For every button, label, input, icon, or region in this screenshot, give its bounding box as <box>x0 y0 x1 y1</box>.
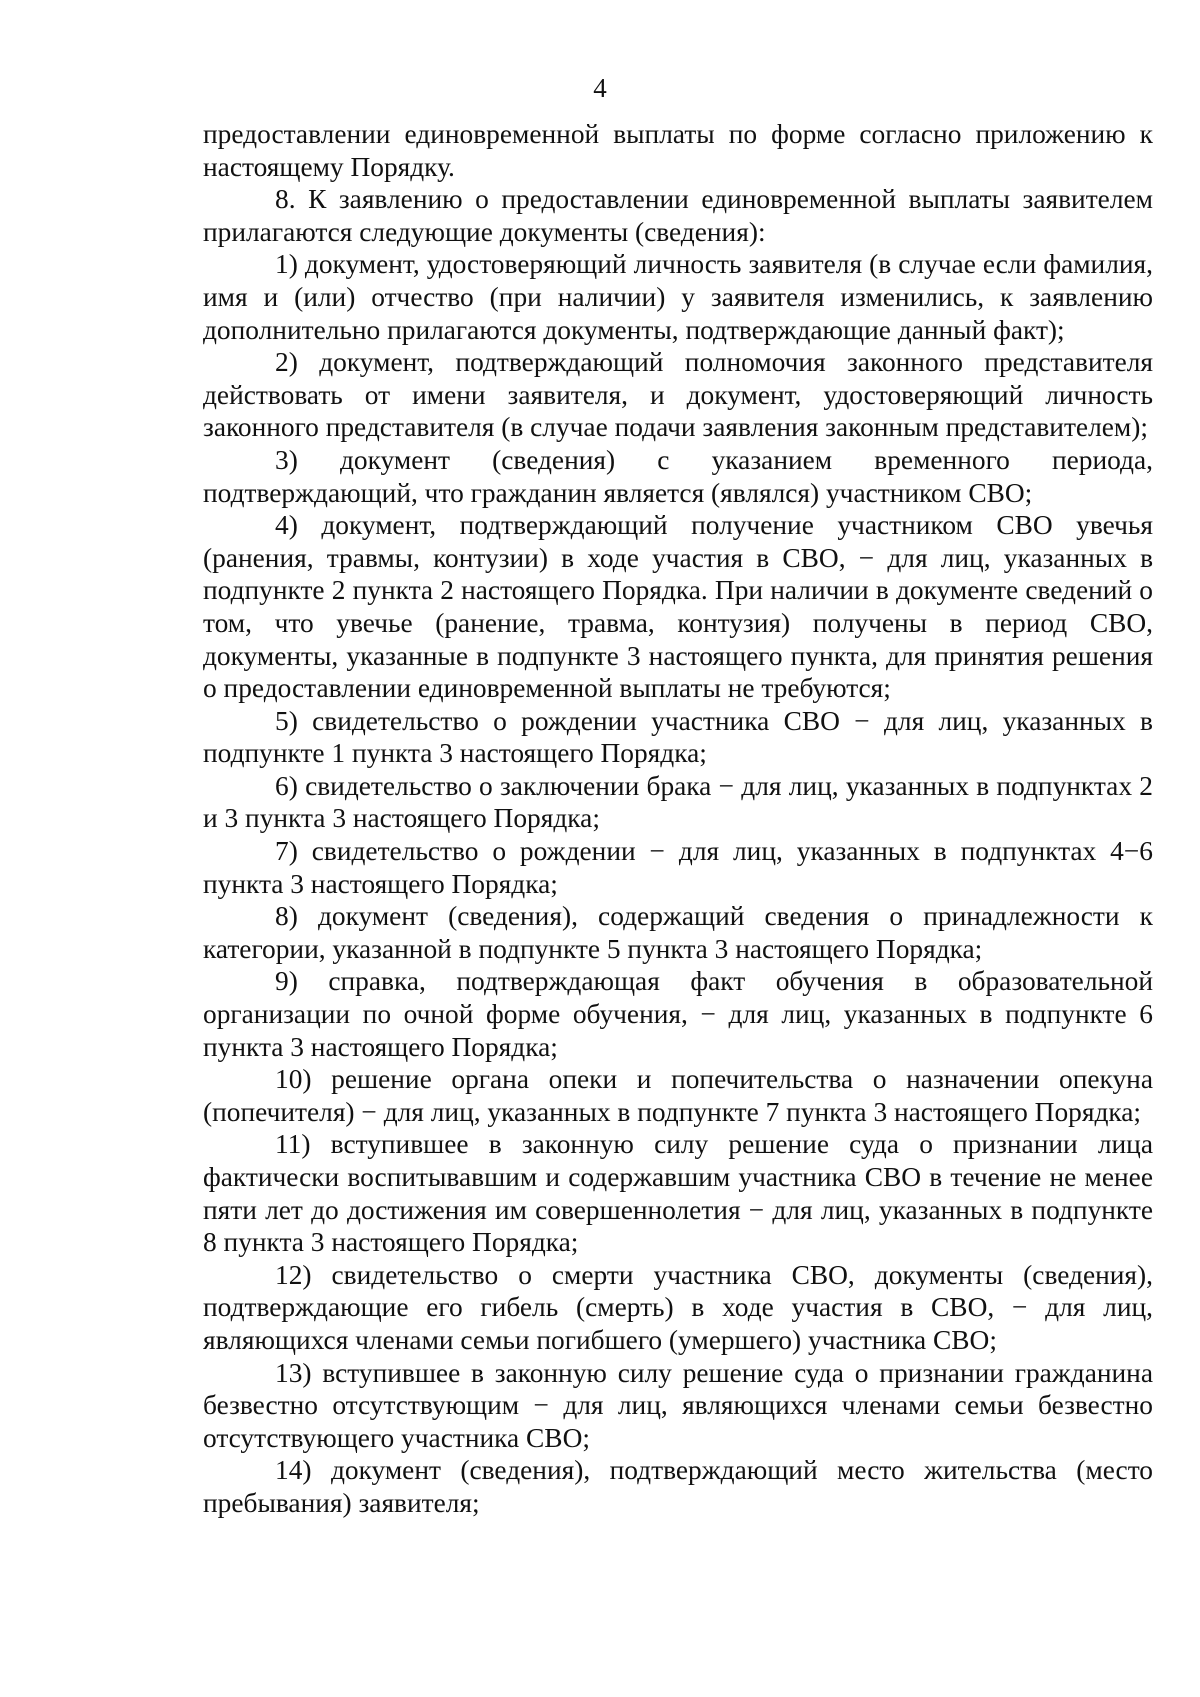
list-item-7: 7) свидетельство о рождении − для лиц, указанных в подпунктах 4−6 пункта 3 настоящего Порядка; <box>203 836 1153 899</box>
list-item-11: 11) вступившее в законную силу решение суда о признании лица фактически воспитывавшим и содержавшим участника СВО в течение не менее пяти лет до достижения им совершеннолетия − для лиц, указанных в подпункте 8 пункта 3 настоящего Порядка; <box>203 1129 1153 1258</box>
list-item-4: 4) документ, подтверждающий получение участником СВО увечья (ранения, травмы, контузии) в ходе участия в СВО, − для лиц, указанных в подпункте 2 пункта 2 настоящего Порядка. При наличии в документе сведений о том, что увечье (ранение, травма, контузия) получены в период СВО, документы, указанные в подпункте 3 настоящего пункта, для принятия решения о предоставлении единовременной выплаты не требуются; <box>203 510 1153 704</box>
list-item-12: 12) свидетельство о смерти участника СВО, документы (сведения), подтверждающие его гибель (смерть) в ходе участия в СВО, − для лиц, являющихся членами семьи погибшего (умершего) участника СВО; <box>203 1259 1153 1355</box>
document-body <box>203 118 1153 1520</box>
list-item-10: 10) решение органа опеки и попечительства о назначении опекуна (попечителя) − для лиц, указанных в подпункте 7 пункта 3 настоящего Порядка; <box>203 1064 1153 1127</box>
list-item-6: 6) свидетельство о заключении брака − для лиц, указанных в подпунктах 2 и 3 пункта 3 настоящего Порядка; <box>203 770 1153 834</box>
paragraph-continuation: предоставлении единовременной выплаты по форме согласно приложению к настоящему Порядку. <box>203 119 1153 182</box>
list-item-8: 8) документ (сведения), содержащий сведения о принадлежности к категории, указанной в подпункте 5 пункта 3 настоящего Порядка; <box>203 901 1153 964</box>
page-number: 4 <box>593 73 607 103</box>
list-item-5: 5) свидетельство о рождении участника СВО − для лиц, указанных в подпункте 1 пункта 3 настоящего Порядка; <box>203 705 1153 769</box>
list-item-2: 2) документ, подтверждающий полномочия законного представителя действовать от имени заявителя, и документ, удостоверяющий личность законного представителя (в случае подачи заявления законным представителем); <box>203 347 1153 443</box>
list-item-13: 13) вступившее в законную силу решение суда о признании гражданина безвестно отсутствующим − для лиц, являющихся членами семьи безвестно отсутствующего участника СВО; <box>203 1357 1153 1453</box>
paragraph-item-8: 8. К заявлению о предоставлении единовременной выплаты заявителем прилагаются следующие документы (сведения): <box>203 184 1153 247</box>
list-item-3: 3) документ (сведения) с указанием временного периода, подтверждающий, что гражданин является (являлся) участником СВО; <box>203 444 1153 508</box>
list-item-9: 9) справка, подтверждающая факт обучения в образовательной организации по очной форме обучения, − для лиц, указанных в подпункте 6 пункта 3 настоящего Порядка; <box>203 966 1153 1062</box>
list-item-1: 1) документ, удостоверяющий личность заявителя (в случае если фамилия, имя и (или) отчество (при наличии) у заявителя изменились, к заявлению дополнительно прилагаются документы, подтверждающие данный факт); <box>203 249 1153 345</box>
list-item-14: 14) документ (сведения), подтверждающий место жительства (место пребывания) заявителя; <box>203 1455 1153 1518</box>
